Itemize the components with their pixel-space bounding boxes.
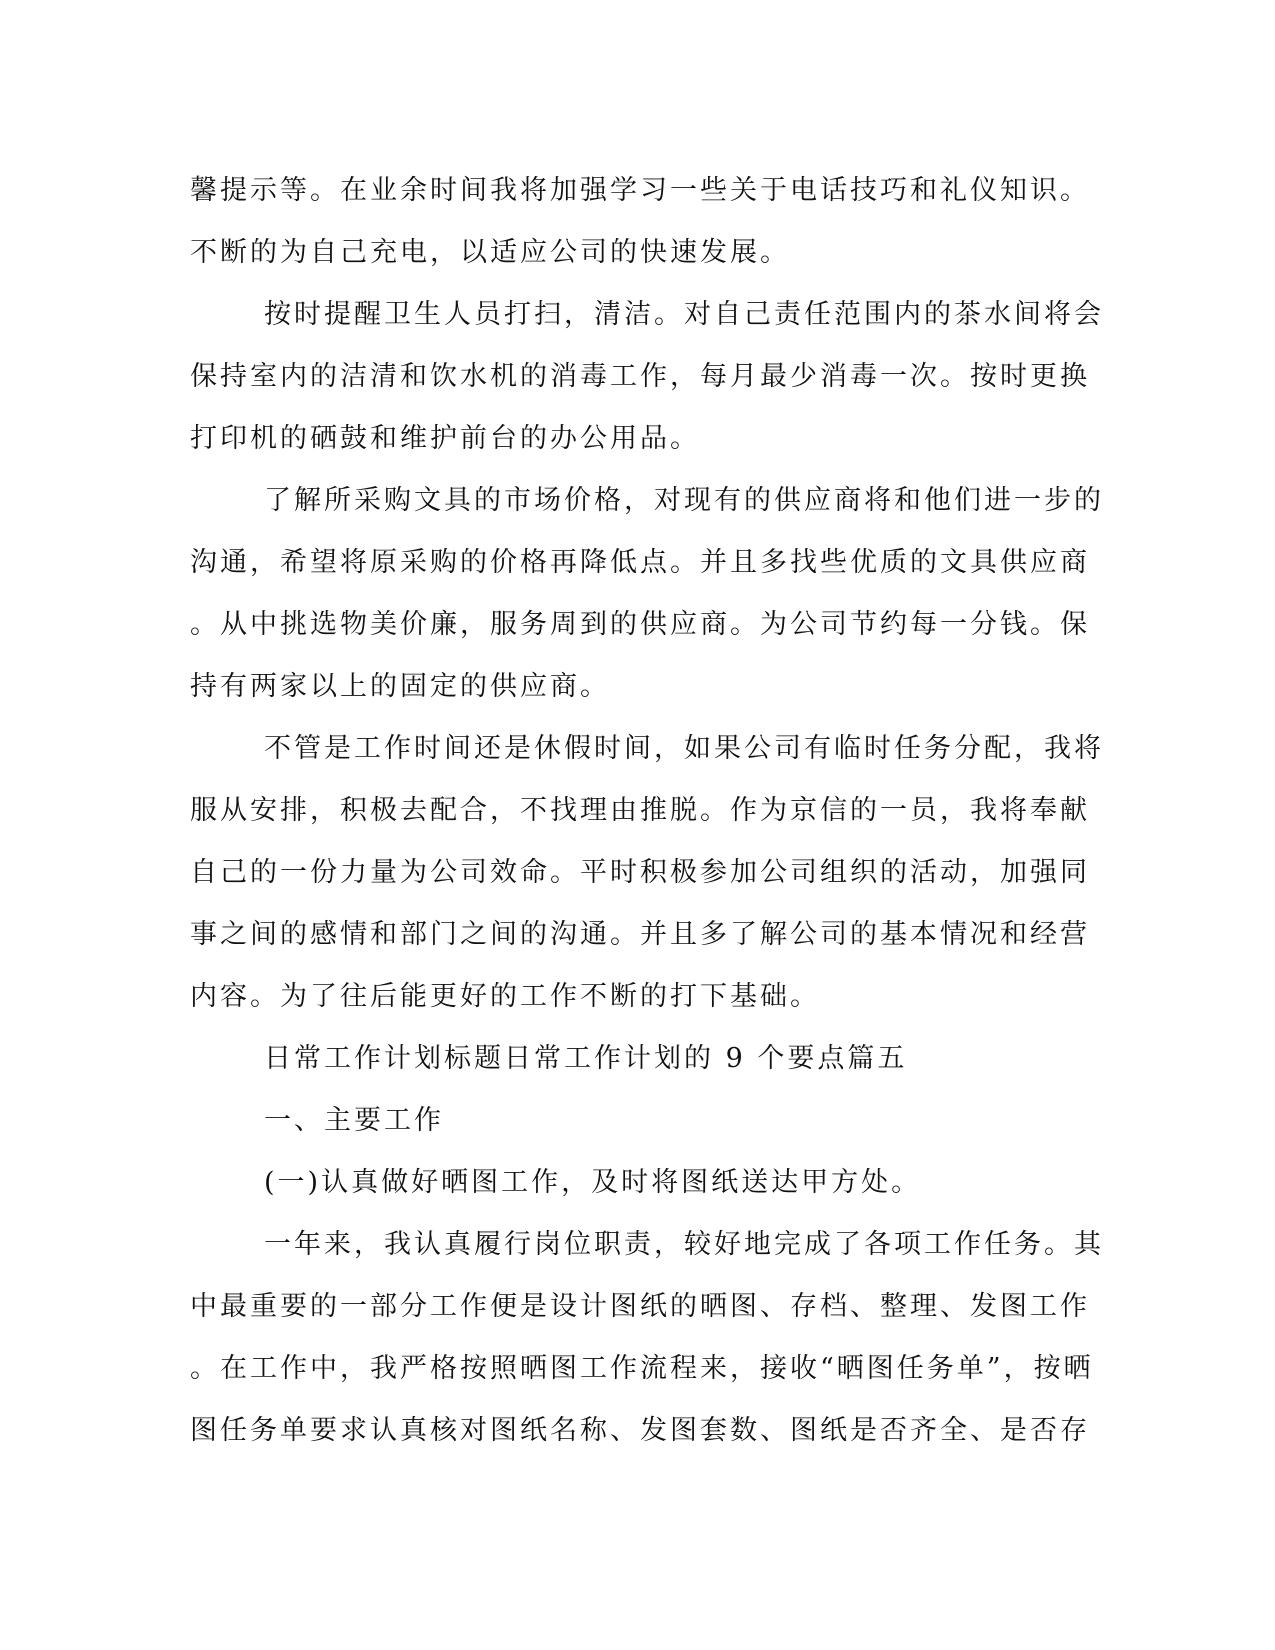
- text-line: 按时提醒卫生人员打扫，清洁。对自己责任范围内的茶水间将会: [264, 299, 1104, 330]
- text-line: 图任务单要求认真核对图纸名称、发图套数、图纸是否齐全、是否存: [190, 1415, 1090, 1446]
- text-line: 内容。为了往后能更好的工作不断的打下基础。: [190, 981, 820, 1012]
- text-line: 事之间的感情和部门之间的沟通。并且多了解公司的基本情况和经营: [190, 919, 1090, 950]
- text-line: 。从中挑选物美价廉，服务周到的供应商。为公司节约每一分钱。保: [190, 609, 1090, 640]
- text-line: 持有两家以上的固定的供应商。: [190, 671, 610, 702]
- text-line: 打印机的硒鼓和维护前台的办公用品。: [190, 423, 700, 454]
- subsection-heading: (一)认真做好晒图工作，及时将图纸送达甲方处。: [264, 1167, 922, 1198]
- section-heading: 日常工作计划标题日常工作计划的 9 个要点篇五: [264, 1043, 908, 1074]
- text-line: 服从安排，积极去配合，不找理由推脱。作为京信的一员，我将奉献: [190, 795, 1090, 826]
- text-line: 自己的一份力量为公司效命。平时积极参加公司组织的活动，加强同: [190, 857, 1090, 888]
- text-line: 一年来，我认真履行岗位职责，较好地完成了各项工作任务。其: [264, 1229, 1104, 1260]
- text-line: 保持室内的洁清和饮水机的消毒工作，每月最少消毒一次。按时更换: [190, 361, 1090, 392]
- text-line: 中最重要的一部分工作便是设计图纸的晒图、存档、整理、发图工作: [190, 1291, 1090, 1322]
- text-line: 。在工作中，我严格按照晒图工作流程来，接收“晒图任务单”，按晒: [190, 1353, 1094, 1384]
- text-line: 馨提示等。在业余时间我将加强学习一些关于电话技巧和礼仪知识。: [190, 175, 1090, 206]
- text-line: 不管是工作时间还是休假时间，如果公司有临时任务分配，我将: [264, 733, 1104, 764]
- text-line: 不断的为自己充电，以适应公司的快速发展。: [190, 237, 790, 268]
- document-body: [190, 160, 1104, 1462]
- subsection-heading: 一、主要工作: [264, 1105, 444, 1136]
- text-line: 了解所采购文具的市场价格，对现有的供应商将和他们进一步的: [264, 485, 1104, 516]
- text-line: 沟通，希望将原采购的价格再降低点。并且多找些优质的文具供应商: [190, 547, 1090, 578]
